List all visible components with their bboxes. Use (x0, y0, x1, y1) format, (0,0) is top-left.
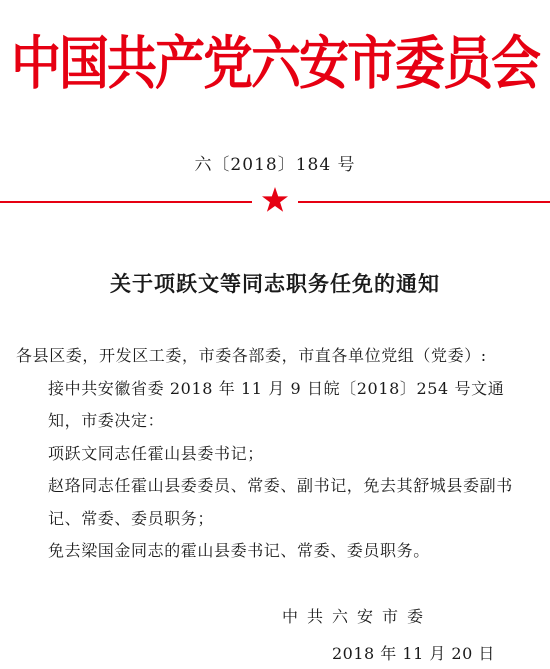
divider-line-right (298, 201, 550, 203)
notice-body (16, 340, 536, 568)
addressee-line: 各县区委，开发区工委，市委各部委，市直各单位党组（党委）: (16, 346, 487, 365)
body-paragraph-2: 项跃文同志任霍山县委书记； (48, 443, 264, 463)
issuer-signature: 中共六安市委 (282, 607, 433, 626)
body-paragraph-1: 接中共安徽省委 2018 年 11 月 9 日皖〔2018〕254 号文通知，市委决定： (48, 378, 505, 430)
body-paragraph-4: 免去梁国金同志的霍山县委书记、常委、委员职务。 (48, 541, 430, 560)
issue-date: 2018 年 11 月 20 日 (332, 644, 495, 663)
document-number: 六〔2018〕184 号 (194, 155, 356, 175)
masthead-title: 中国共产党六安市委员会 (11, 29, 539, 97)
red-divider (0, 186, 550, 218)
divider-line-left (0, 201, 252, 203)
notice-title: 关于项跃文等同志职务任免的通知 (110, 272, 440, 296)
body-paragraph-3: 赵珞同志任霍山县委委员、常委、副书记，免去其舒城县委副书记、常委、委员职务； (48, 476, 513, 528)
red-star-icon (261, 186, 289, 214)
